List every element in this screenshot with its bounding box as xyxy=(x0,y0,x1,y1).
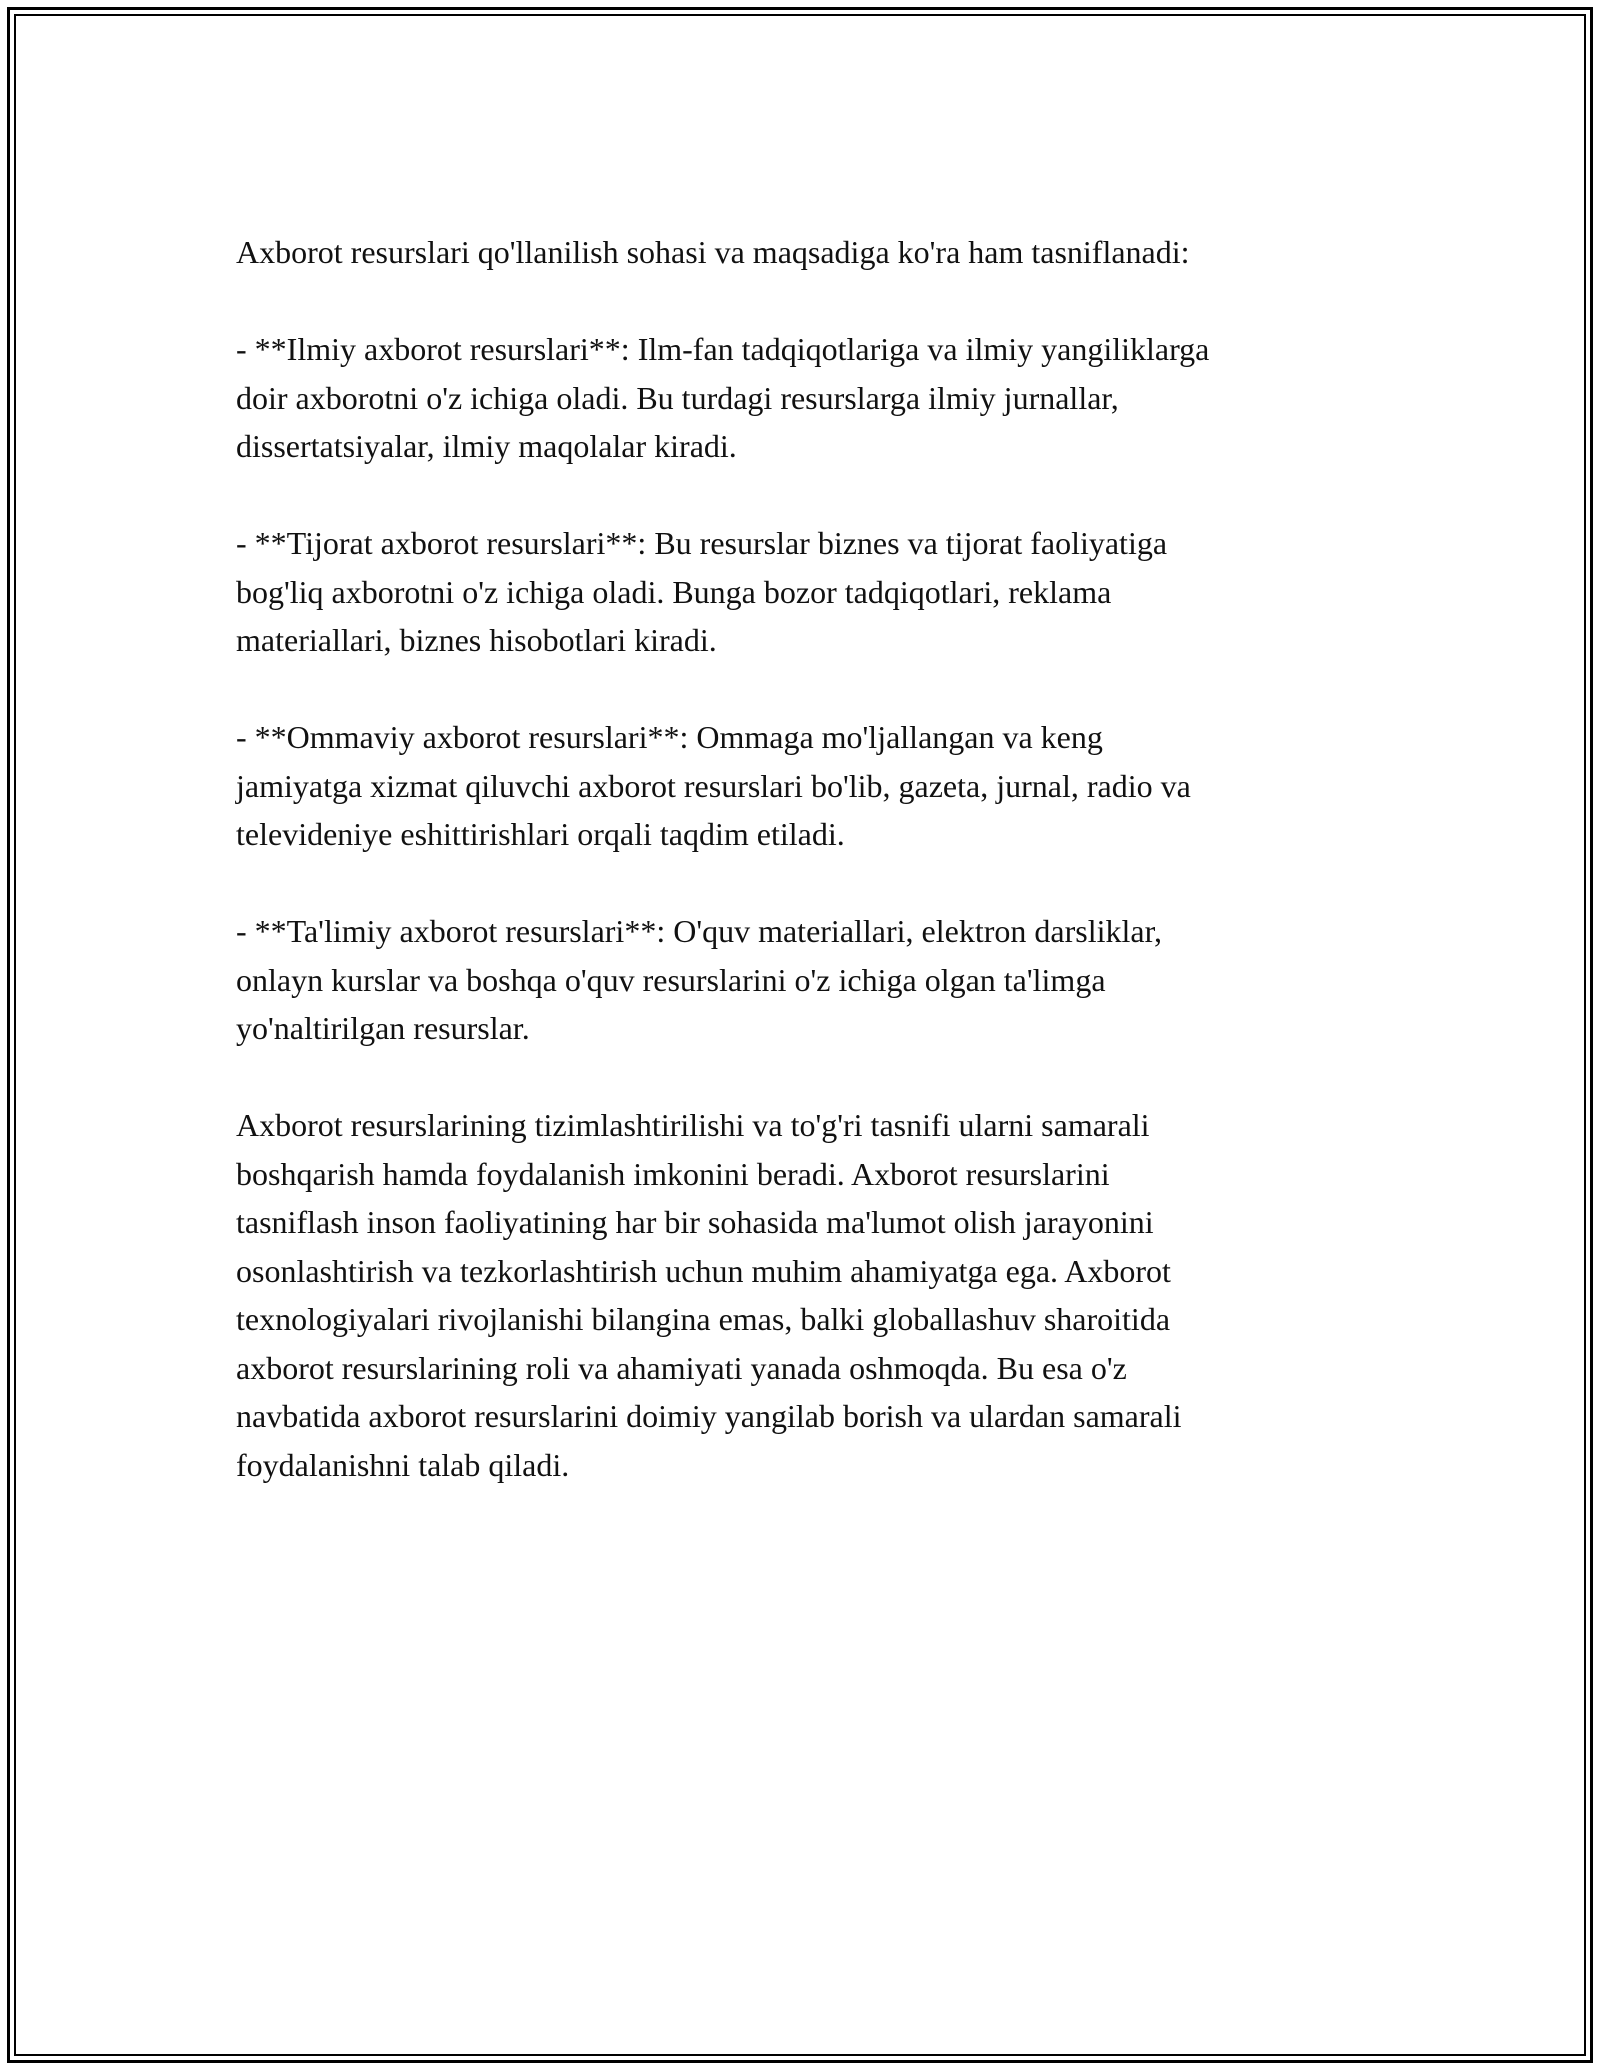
conclusion-paragraph: Axborot resurslarining tizimlashtirilishi va to'g'ri tasnifi ularni samarali boshqarish hamda foydalanish imkonini beradi. Axborot resurslarini tasniflash inson faoliyatining har bir sohasida ma'lumot olish jarayonini osonlashtirish va tezkorlashtirish uchun muhim ahamiyatga ega. Axborot texnologiyalari rivojlanishi bilangina emas, balki globallashuv sharoitida axborot resurslarining roli va ahamiyati yanada oshmoqda. Bu esa o'z navbatida axborot resurslarini doimiy yangilab borish va ulardan samarali foydalanishni talab qiladi. xyxy=(236,1107,1182,1483)
list-item-talimiy: - **Ta'limiy axborot resurslari**: O'quv materiallari, elektron darsliklar, onlayn kurslar va boshqa o'quv resurslarini o'z ichiga olgan ta'limga yo'naltirilgan resurslar. xyxy=(236,913,1162,1046)
document-body xyxy=(236,228,1376,1538)
list-item-ommaviy: - **Ommaviy axborot resurslari**: Ommaga mo'ljallangan va keng jamiyatga xizmat qiluvchi axborot resurslari bo'lib, gazeta, jurnal, radio va televideniye eshittirishlari orqali taqdim etiladi. xyxy=(236,719,1191,852)
list-item-ilmiy: - **Ilmiy axborot resurslari**: Ilm-fan tadqiqotlariga va ilmiy yangiliklarga doir axborotni o'z ichiga oladi. Bu turdagi resurslarga ilmiy jurnallar, dissertatsiyalar, ilmiy maqolalar kiradi. xyxy=(236,331,1210,464)
intro-paragraph: Axborot resurslari qo'llanilish sohasi va maqsadiga ko'ra ham tasniflanadi: xyxy=(236,234,1190,270)
list-item-tijorat: - **Tijorat axborot resurslari**: Bu resurslar biznes va tijorat faoliyatiga bog'liq axborotni o'z ichiga oladi. Bunga bozor tadqiqotlari, reklama materiallari, biznes hisobotlari kiradi. xyxy=(236,525,1168,658)
